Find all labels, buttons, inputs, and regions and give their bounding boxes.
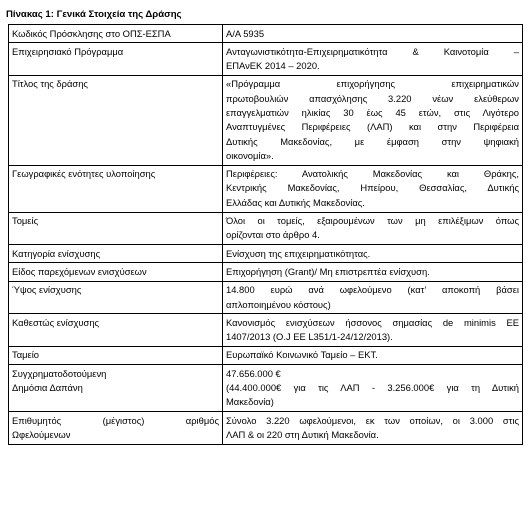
row-value-line: Ευρωπαϊκό Κοινωνικό Ταμείο – ΕΚΤ. — [226, 349, 378, 361]
row-value-cell — [223, 346, 523, 364]
row-value-line: επαγγελματιών ηλικίας 30 έως 45 ετών, στις Λιγότερο — [226, 106, 519, 118]
table-row — [9, 365, 523, 412]
row-value-line: Αναπτυγμένες Περιφέρειες (ΛΑΠ) και στην Περιφέρεια — [226, 121, 519, 133]
table-row — [9, 25, 523, 43]
row-value-line: Δυτικής Μακεδονίας, με έμφαση στην ψηφιακή — [226, 135, 519, 147]
row-value-line: απλοποιημένου κόστους) — [226, 298, 331, 310]
row-label-cell — [9, 212, 223, 245]
row-label-line: Κατηγορία ενίσχυσης — [12, 247, 101, 259]
row-label-cell — [9, 75, 223, 165]
row-label-line: Καθεστώς ενίσχυσης — [12, 316, 100, 328]
row-value-cell — [223, 25, 523, 43]
row-value-line: ορίζονται στο άρθρο 4. — [226, 229, 320, 241]
row-value-line: (44.400.000€ για τις ΛΑΠ - 3.256.000€ για τη Δυτική — [226, 382, 519, 394]
row-label-cell — [9, 314, 223, 347]
row-value-cell — [223, 75, 523, 165]
row-label-cell — [9, 365, 223, 412]
row-label-line: Επιθυμητός (μέγιστος) αριθμός — [12, 414, 219, 426]
row-label-line: Γεωγραφικές ενότητες υλοποίησης — [12, 168, 156, 180]
row-value-cell — [223, 165, 523, 212]
table-row — [9, 263, 523, 281]
row-value-cell — [223, 245, 523, 263]
row-label-line: Ταμείο — [12, 349, 39, 361]
row-value-cell — [223, 212, 523, 245]
row-value-line: 1407/2013 (O.J EE L351/1-24/12/2013). — [226, 331, 393, 343]
row-label-cell — [9, 43, 223, 76]
row-label-line: Είδος παρεχόμενων ενισχύσεων — [12, 265, 147, 277]
row-value-line: οικονομία». — [226, 149, 274, 161]
row-value-line: Ανταγωνιστικότητα-Επιχειρηματικότητα & Καινοτομία – — [226, 45, 519, 57]
row-value-line: πρωτοβουλιών απασχόλησης 3.220 νέων ελεύθερων — [226, 92, 519, 104]
row-label-cell — [9, 25, 223, 43]
row-label-line: Κωδικός Πρόσκλησης στο ΟΠΣ-ΕΣΠΑ — [12, 27, 171, 39]
general-info-table — [8, 24, 523, 445]
row-value-line: Κεντρικής Μακεδονίας, Ηπείρου, Θεσσαλίας, Δυτικής — [226, 182, 519, 194]
table-row — [9, 43, 523, 76]
row-value-line: Όλοι οι τομείς, εξαιρουμένων των μη επιλέξιμων όπως — [226, 215, 519, 227]
table-row — [9, 165, 523, 212]
row-value-line: Ελλάδας και Δυτικής Μακεδονίας. — [226, 196, 365, 208]
table-body — [9, 25, 523, 445]
row-value-line: Περιφέρειες: Ανατολικής Μακεδονίας και Θράκης, — [226, 168, 519, 180]
table-row — [9, 75, 523, 165]
table-title: Πίνακας 1: Γενικά Στοιχεία της Δράσης — [6, 9, 182, 20]
row-label-line: Τομείς — [12, 215, 39, 227]
row-value-line: Επιχορήγηση (Grant)/ Μη επιστρεπτέα ενίσχυση. — [226, 265, 430, 277]
table-row — [9, 412, 523, 445]
row-label-line: Συγχρηματοδοτούμενη — [12, 367, 107, 379]
row-label-line: Επιχειρησιακό Πρόγραμμα — [12, 45, 124, 57]
row-label-cell — [9, 165, 223, 212]
row-label-cell — [9, 346, 223, 364]
row-value-line: «Πρόγραμμα επιχορήγησης επιχειρηματικών — [226, 78, 519, 90]
row-value-line: ΛΑΠ & οι 220 στη Δυτική Μακεδονία. — [226, 428, 379, 440]
row-value-cell — [223, 263, 523, 281]
table-row — [9, 346, 523, 364]
row-value-cell — [223, 412, 523, 445]
table-row — [9, 212, 523, 245]
row-value-line: Σύνολο 3.220 ωφελούμενοι, εκ των οποίων, οι 3.000 στις — [226, 414, 519, 426]
row-label-cell — [9, 281, 223, 314]
row-label-line: Τίτλος της δράσης — [12, 78, 88, 90]
row-value-line: 47.656.000 € — [226, 367, 281, 379]
row-label-line: Ύψος ενίσχυσης — [12, 284, 82, 296]
table-row — [9, 281, 523, 314]
row-label-cell — [9, 245, 223, 263]
row-value-line: 14.800 ευρώ ανά ωφελούμενο (κατ’ αποκοπή βάσει — [226, 284, 519, 296]
row-label-line: Δημόσια Δαπάνη — [12, 382, 83, 394]
row-label-cell — [9, 263, 223, 281]
row-label-cell — [9, 412, 223, 445]
row-value-cell — [223, 43, 523, 76]
row-value-line: Μακεδονία) — [226, 396, 274, 408]
row-value-cell — [223, 365, 523, 412]
table-row — [9, 245, 523, 263]
row-label-line: Ωφελούμενων — [12, 428, 71, 440]
row-value-line: Κανονισμός ενισχύσεων ήσσονος σημασίας de minimis ΕΕ — [226, 316, 519, 328]
table-row — [9, 314, 523, 347]
row-value-cell — [223, 314, 523, 347]
row-value-cell — [223, 281, 523, 314]
row-value-line: Ενίσχυση της επιχειρηματικότητας. — [226, 247, 371, 259]
row-value-line: ΕΠΑνΕΚ 2014 – 2020. — [226, 60, 320, 72]
row-value-line: Α/Α 5935 — [226, 27, 265, 39]
